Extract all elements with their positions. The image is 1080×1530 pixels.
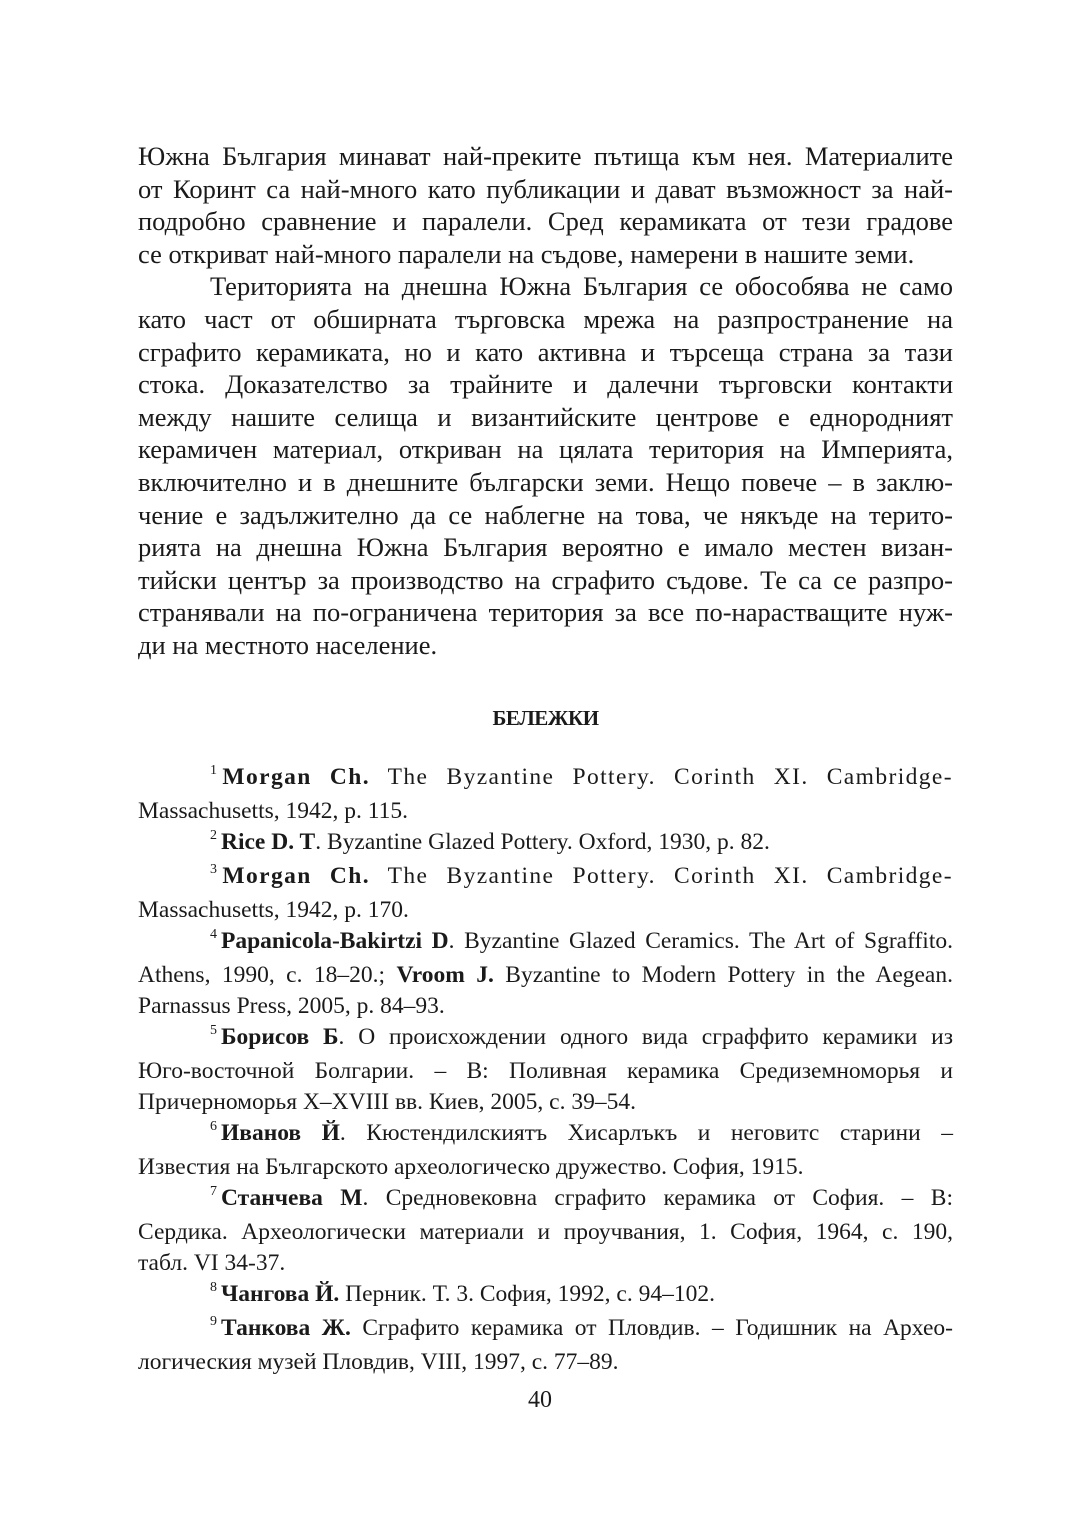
- note-author: Vroom J.: [396, 961, 494, 988]
- body-line: ди на местното население.: [138, 629, 438, 660]
- note-number: 7: [210, 1183, 217, 1199]
- note-8: [138, 1279, 953, 1313]
- note-2: [138, 827, 953, 861]
- body-line: чение е задължително да се наблегне на това, че някъде на терито-: [138, 499, 953, 530]
- note-author: Танкова Ж.: [221, 1314, 351, 1341]
- note-author: Борисов Б: [221, 1023, 339, 1050]
- note-text: Юго-восточной Болгарии. – В: Поливная керамика Средиземноморья и: [138, 1057, 953, 1084]
- body-line: включително и в днешните български земи. Нещо повече – в заклю-: [138, 466, 953, 497]
- note-author: Morgan Ch.: [222, 862, 370, 889]
- note-number: 3: [210, 861, 219, 877]
- note-text: Перник. Т. 3. София, 1992, с. 94–102.: [339, 1280, 715, 1307]
- note-author: Morgan Ch.: [222, 763, 370, 790]
- note-text: The Byzantine Pottery. Corinth XI. Cambridge-: [369, 763, 953, 790]
- note-9: [138, 1313, 953, 1378]
- note-number: 8: [210, 1279, 217, 1295]
- note-text: . Кюстендилскиятъ Хисарлъкъ и неговитс старини –: [339, 1119, 953, 1146]
- body-line: като част от обширната търговска мрежа на разпространение на: [138, 303, 953, 334]
- note-number: 1: [210, 762, 219, 778]
- notes-heading: БЕЛЕЖКИ: [492, 705, 599, 730]
- note-6: [138, 1118, 953, 1183]
- note-text: . Byzantine Glazed Pottery. Oxford, 1930, p. 82.: [315, 828, 770, 855]
- note-7: [138, 1183, 953, 1279]
- note-author: Иванов Й: [221, 1119, 340, 1146]
- note-text: . Byzantine Glazed Ceramics. The Art of Sgraffito.: [448, 927, 953, 954]
- body-line: тийски център за производство на сграфито съдове. Те са се разпро-: [138, 564, 953, 595]
- note-author: Rice D. T: [221, 828, 316, 855]
- body-line: странявали на по-ограничена територия за все по-нарастващите нуж-: [138, 597, 953, 628]
- note-text: Massachusetts, 1942, p. 170.: [138, 896, 409, 923]
- note-4: [138, 926, 953, 1022]
- note-text: . О происхождении одного вида сграффито керамики из: [338, 1023, 953, 1050]
- note-text: Причерноморья X–XVIII вв. Киев, 2005, с. 39–54.: [138, 1088, 636, 1115]
- note-text: Известия на Българското археологическо дружество. София, 1915.: [138, 1153, 804, 1180]
- note-text: Byzantine to Modern Pottery in the Aegean.: [493, 961, 953, 988]
- note-text: Сердика. Археологически материали и проучвания, 1. София, 1964, с. 190,: [138, 1218, 953, 1245]
- note-number: 9: [210, 1313, 217, 1329]
- page-number: 40: [528, 1387, 552, 1413]
- note-3: [138, 861, 953, 926]
- note-text: Massachusetts, 1942, p. 115.: [138, 797, 409, 824]
- body-line: сграфито керамиката, но и като активна и търсеща страна за тази: [138, 336, 953, 367]
- note-5: [138, 1022, 953, 1118]
- note-author: Чангова Й.: [221, 1280, 340, 1307]
- body-line: Южна България минават най-преките пътища към нея. Материалите: [138, 141, 953, 171]
- body-line: стока. Доказателство за трайните и далечни търговски контакти: [138, 369, 953, 400]
- body-line: керамичен материал, откриван на цялата територия на Империята,: [138, 434, 953, 465]
- note-text: The Byzantine Pottery. Corinth XI. Cambridge-: [369, 862, 953, 889]
- note-number: 5: [210, 1022, 217, 1038]
- note-text: Сграфито керамика от Пловдив. – Годишник на Архео-: [350, 1314, 953, 1341]
- note-author: Papanicola-Bakirtzi D: [221, 927, 449, 954]
- body-line: Територията на днешна Южна България се обособява не само: [210, 271, 953, 302]
- body-line: между нашите селища и византийските центрове е еднородният: [138, 401, 953, 432]
- note-text: Athens, 1990, c. 18–20.;: [138, 961, 397, 988]
- body-line: подробно сравнение и паралели. Сред керамиката от тези градове: [138, 206, 953, 237]
- page-content: [138, 140, 953, 1378]
- body-line: от Коринт са най-много като публикации и дават възможност за най-: [138, 173, 953, 204]
- note-text: логическия музей Пловдив, VIII, 1997, с. 77–89.: [138, 1348, 619, 1375]
- body-text: [138, 140, 953, 662]
- note-number: 4: [210, 926, 217, 942]
- note-number: 2: [210, 827, 217, 843]
- note-author: Станчева М: [221, 1184, 363, 1211]
- note-1: [138, 762, 953, 827]
- note-text: . Средновековна сграфито керамика от София. – В:: [362, 1184, 953, 1211]
- notes-list: [138, 762, 953, 1378]
- body-line: рията на днешна Южна България вероятно е имало местен визан-: [138, 532, 953, 563]
- note-text: Parnassus Press, 2005, p. 84–93.: [138, 992, 445, 1019]
- body-line: се откриват най-много паралели на съдове, намерени в нашите земи.: [138, 238, 915, 269]
- note-text: табл. VI 34-37.: [138, 1249, 286, 1276]
- note-number: 6: [210, 1118, 217, 1134]
